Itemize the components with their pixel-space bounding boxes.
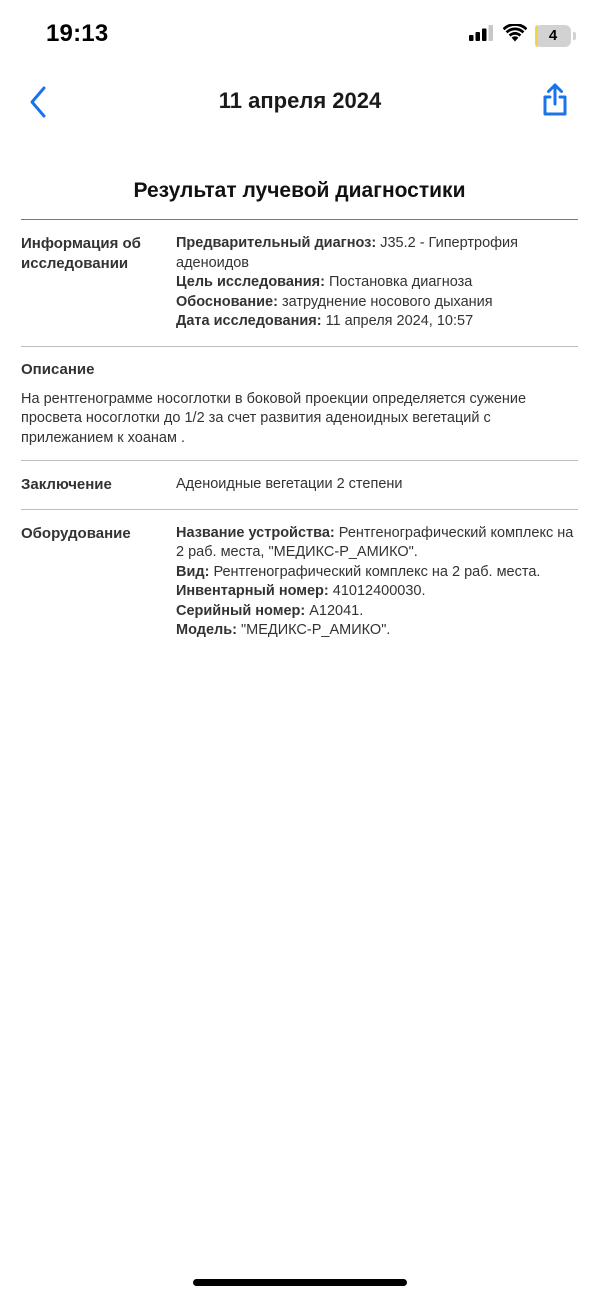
conclusion-text: Аденоидные вегетации 2 степени — [176, 476, 403, 492]
description-section — [21, 347, 578, 461]
device-name: Название устройства: Рентгенографический комплекс на 2 раб. места, "МЕДИКС-Р_АМИКО". — [176, 524, 574, 560]
study-date: Дата исследования: 11 апреля 2024, 10:57 — [176, 313, 474, 329]
battery-level: 4 — [548, 27, 558, 44]
study-info-row — [21, 220, 578, 346]
description-label: Описание — [21, 360, 95, 378]
study-justification: Обоснование: затруднение носового дыхания — [176, 293, 493, 310]
cellular-signal-icon — [469, 25, 495, 46]
status-time: 19:13 — [46, 20, 109, 47]
study-goal: Цель исследования: Постановка диагноза — [176, 274, 473, 290]
study-info-label: Информация об исследовании — [21, 235, 141, 272]
equipment-values — [176, 524, 578, 641]
share-icon — [540, 82, 570, 118]
conclusion-row — [21, 461, 578, 509]
inventory-number: Инвентарный номер: 41012400030. — [176, 583, 426, 599]
nav-title: 11 апреля 2024 — [218, 88, 382, 113]
status-icons — [469, 24, 576, 47]
home-indicator[interactable] — [193, 1279, 407, 1286]
device-type: Вид: Рентгенографический комплекс на 2 раб. места. — [176, 563, 541, 580]
document-title: Результат лучевой диагностики — [133, 179, 466, 202]
document-content — [21, 175, 578, 655]
battery-cap — [573, 32, 576, 40]
description-text: На рентгенограмме носоглотки в боковой проекции определяется сужение просвета носоглотки до 1/2 за счет развития аденоидных вегетаций с прилежанием к хоанам . — [21, 390, 527, 446]
battery-icon — [535, 25, 571, 47]
device-model: Модель: "МЕДИКС-Р_АМИКО". — [176, 622, 391, 638]
serial-number: Серийный номер: A12041. — [176, 602, 364, 619]
conclusion-label: Заключение — [21, 476, 112, 493]
status-bar — [0, 0, 600, 70]
equipment-row — [21, 510, 578, 655]
wifi-icon — [503, 24, 527, 47]
study-info-values — [176, 234, 578, 332]
equipment-label: Оборудование — [21, 524, 131, 542]
navigation-bar — [0, 70, 600, 134]
share-button[interactable] — [540, 82, 570, 118]
preliminary-diagnosis: Предварительный диагноз: J35.2 - Гипертрофия аденоидов — [176, 235, 519, 271]
